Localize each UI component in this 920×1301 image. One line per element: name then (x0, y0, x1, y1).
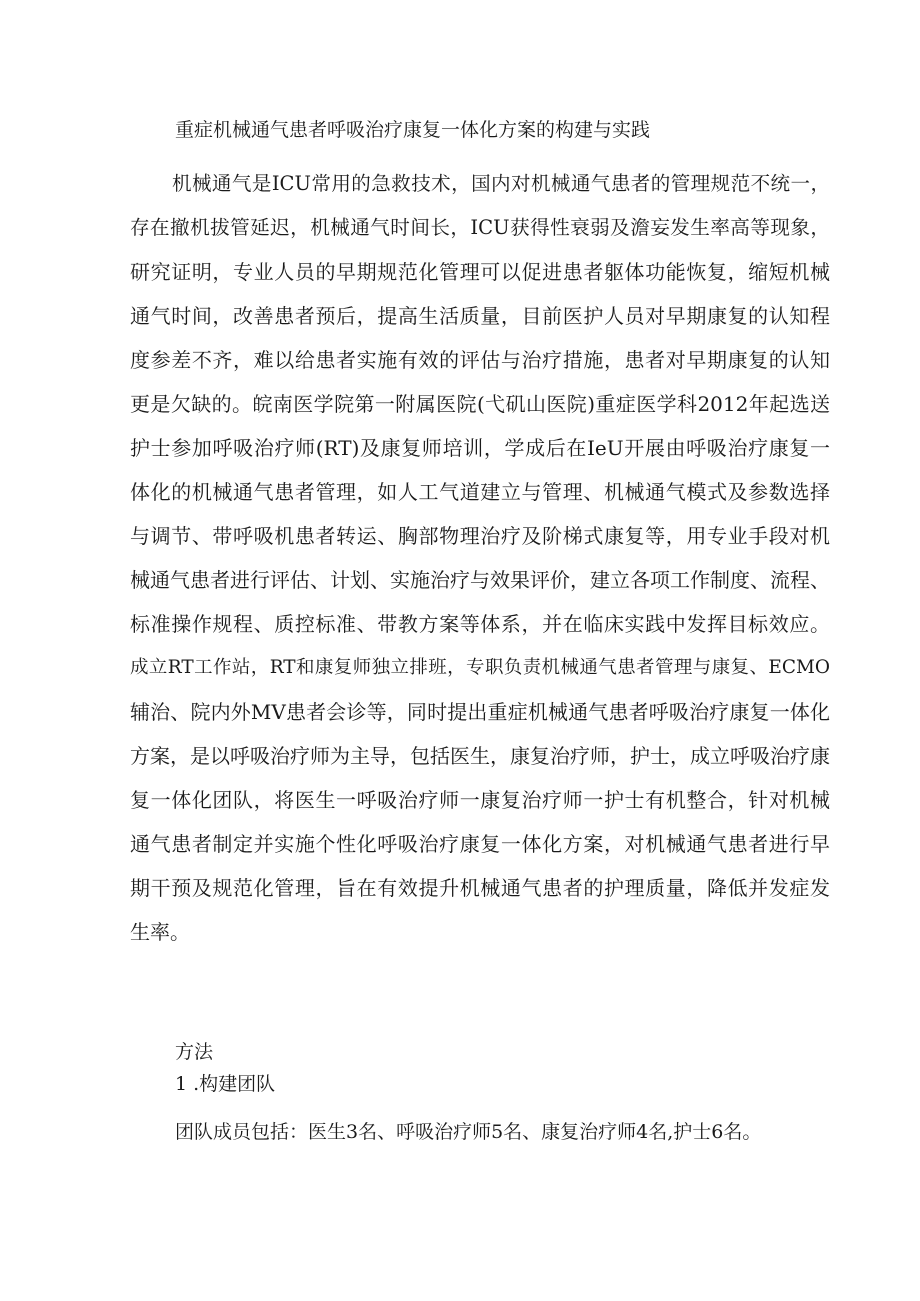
paragraph-line: 更是欠缺的。皖南医学院第一附属医院(弋矶山医院)重症医学科2012年起选送 (130, 392, 830, 416)
paragraph-line: 体化的机械通气患者管理，如人工气道建立与管理、机械通气模式及参数选择 (130, 480, 830, 504)
paragraph-line: 辅治、院内外MV患者会诊等，同时提出重症机械通气患者呼吸治疗康复一体化 (130, 700, 830, 724)
section-heading-methods: 方法 (175, 1041, 214, 1063)
paragraph-line: 成立RT工作站，RT和康复师独立排班，专职负责机械通气患者管理与康复、ECMO (130, 657, 830, 678)
paragraph-line: 机械通气是ICU常用的急救技术，国内对机械通气患者的管理规范不统一， (172, 172, 830, 195)
paragraph-line: 期干预及规范化管理，旨在有效提升机械通气患者的护理质量，降低并发症发 (130, 876, 830, 900)
intro-paragraph (130, 162, 830, 954)
paragraph-line: 护士参加呼吸治疗师(RT)及康复师培训，学成后在IeU开展由呼吸治疗康复一 (130, 436, 830, 460)
paragraph-line: 通气患者制定并实施个性化呼吸治疗康复一体化方案，对机械通气患者进行早 (130, 832, 830, 856)
document-title: 重症机械通气患者呼吸治疗康复一体化方案的构建与实践 (175, 119, 651, 141)
paragraph-line: 生率。 (130, 920, 190, 944)
subsection-heading-team: 1 .构建团队 (175, 1073, 276, 1095)
paragraph-line: 方案，是以呼吸治疗师为主导，包括医生，康复治疗师，护士，成立呼吸治疗康 (130, 744, 830, 768)
paragraph-line: 度参差不齐，难以给患者实施有效的评估与治疗措施，患者对早期康复的认知 (130, 348, 830, 372)
paragraph-line: 存在撤机拔管延迟，机械通气时间长，ICU获得性衰弱及澹妄发生率高等现象， (130, 216, 830, 239)
paragraph-line: 研究证明，专业人员的早期规范化管理可以促进患者躯体功能恢复，缩短机械 (130, 260, 830, 284)
paragraph-line: 械通气患者进行评估、计划、实施治疗与效果评价，建立各项工作制度、流程、 (130, 568, 830, 592)
paragraph-line: 标准操作规程、质控标准、带教方案等体系，并在临床实践中发挥目标效应。 (130, 612, 830, 636)
paragraph-line: 复一体化团队，将医生一呼吸治疗师一康复治疗师一护士有机整合，针对机械 (130, 788, 830, 812)
team-members-paragraph: 团队成员包括：医生3名、呼吸治疗师5名、康复治疗师4名,护士6名。 (175, 1121, 762, 1143)
paragraph-line: 与调节、带呼吸机患者转运、胸部物理治疗及阶梯式康复等，用专业手段对机 (130, 524, 830, 548)
paragraph-line: 通气时间，改善患者预后，提高生活质量，目前医护人员对早期康复的认知程 (130, 304, 830, 328)
